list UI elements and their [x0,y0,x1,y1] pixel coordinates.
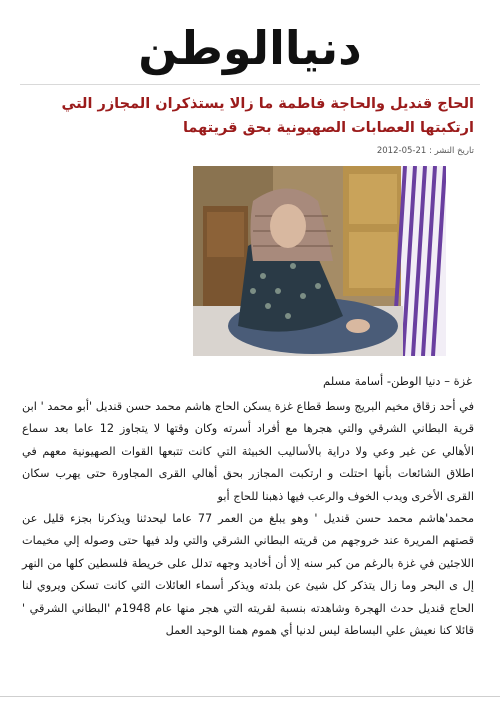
article-paragraph: محمد'هاشم محمد حسن قنديل ' وهو يبلغ من العمر 77 عاما ليحدثنا ويذكرنا بجزء قليل عن قصتهم المريرة عند خروجهم من قريته البطاني الشرقي والتي ولد فيها حتى وصوله إلي مخيمات اللاجئين في غزة بالرغم من كبر سنه إلا أن أخاديد وجهه تدلل على خريطة فلسطين كلها من النهر إل ى البحر وما زال يتذكر كل شيئ عن بلدته ويذكر أسماء العائلات التي كانت تسكن ويروي لنا الحاج قنديل حدث الهجرة وشاهدته بنسبة لقريته التي هجر منها عام 1948م 'البطاني الشرقي ' قائلا كنا نعيش علي البساطة ليس لدنيا أي هموم همنا الوحيد العمل [22,512,474,638]
article-byline: غزة – دنيا الوطن- أسامة مسلم [323,374,472,388]
article-paragraph: في أحد زقاق مخيم البريج وسط قطاع غزة يسكن الحاج هاشم محمد حسن قنديل 'أبو محمد ' ابن قرية البطاني الشرقي والتي هجرها مع أفراد أسرته وكان وقتها لا يتجاوز 12 عاما بعد سماع الأهالي عن غير وعي ولا دراية بالأساليب الخبيثة التي كانت تتبعها القوات الصهيونية معهم في اطلاق الشائعات بأنها احتلت و ارتكبت المجازر بحق أهالي القرى المجاورة حتى يهرب سكان القرى الأخرى ويدب الخوف والرعب فيها ذهبنا للحاج أبو [22,400,474,503]
publish-date-label: تاريخ النشر : [429,146,474,156]
article-photo [193,166,446,356]
site-logo[interactable]: دنياالوطن [138,21,362,75]
article-headline: الحاج قنديل والحاجة فاطمة ما زالا يستذكران المجازر التي ارتكبتها العصابات الصهيونية بحق قريتهما [61,96,474,136]
publish-date-value: 21-05-2012 [376,146,427,156]
publish-date [22,146,474,156]
page-divider [0,696,500,697]
article-body [22,396,474,642]
header-divider [20,84,480,85]
